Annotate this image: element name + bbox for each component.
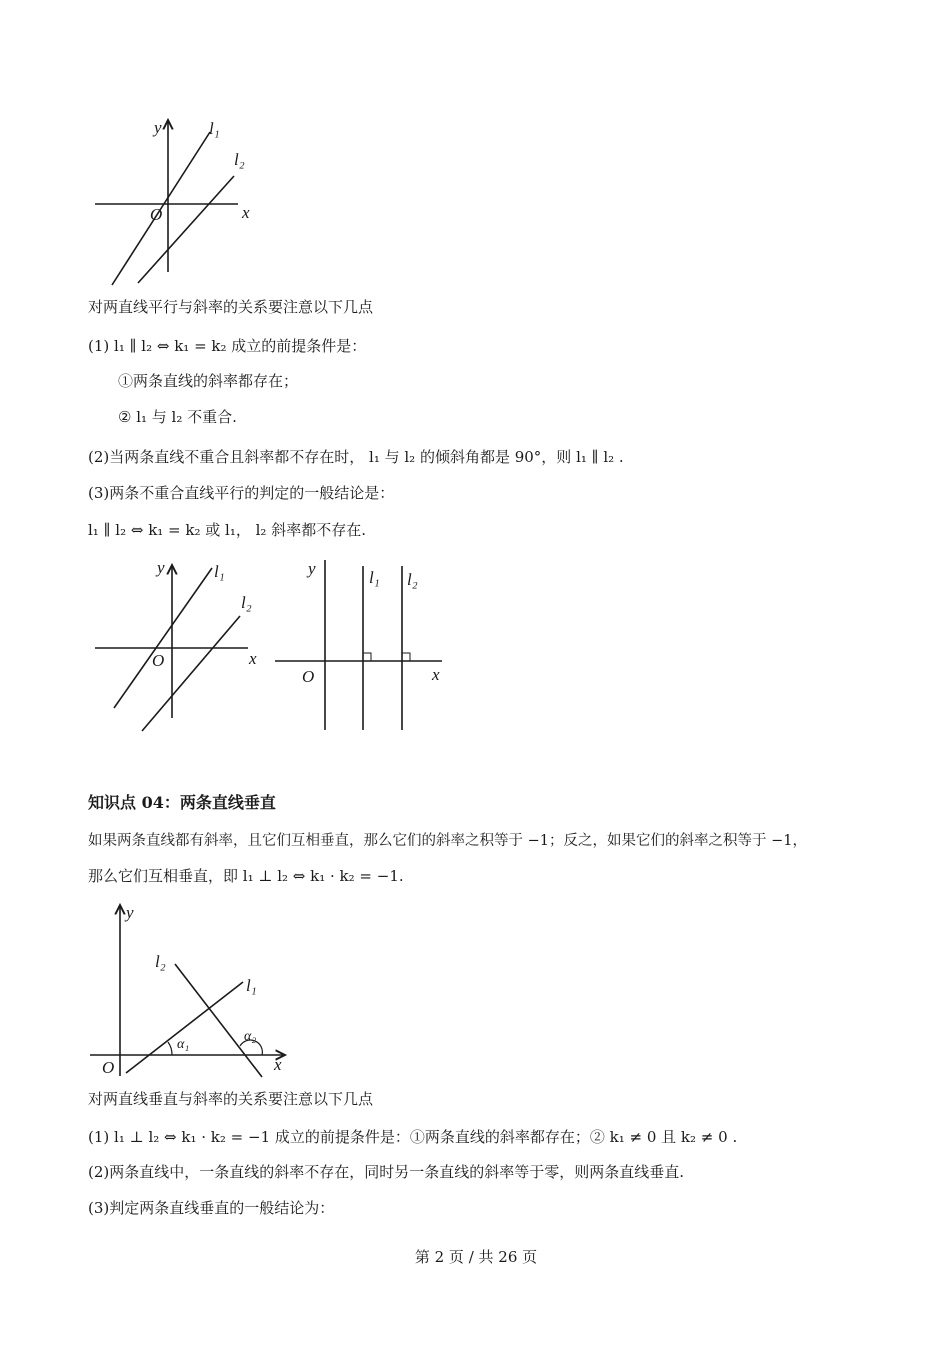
right-angle-mark [363,653,371,661]
l1-label: l₁ [369,568,380,587]
perp-point-1: (1) l₁ ⊥ l₂ ⇔ k₁ · k₂ = −1 成立的前提条件是：①两条直线的斜率都存在；② k₁ ≠ 0 且 k₂ ≠ 0 . [88,1128,738,1146]
section-heading: 知识点 04：两条直线垂直 [88,793,276,812]
alpha2-label: α₂ [244,1029,257,1044]
line-l2 [142,616,240,731]
parallel-point-1: (1) l₁ ∥ l₂ ⇔ k₁ = k₂ 成立的前提条件是： [88,337,367,355]
line-l1 [114,568,212,708]
parallel-point-3: (3)两条不重合直线平行的判定的一般结论是： [88,484,395,502]
origin-label: O [102,1058,115,1077]
perp-intro: 对两直线垂直与斜率的关系要注意以下几点 [88,1090,374,1108]
parallel-intro: 对两直线平行与斜率的关系要注意以下几点 [88,298,374,316]
x-label: x [242,203,250,222]
origin-label: O [152,651,165,670]
line-l2 [138,176,234,283]
parallel-point-1b: ② l₁ 与 l₂ 不重合. [118,408,237,426]
figure-parallel-sloped [95,558,257,731]
x-label: x [432,665,440,684]
figure-parallel-vertical [275,559,442,730]
figure-perpendicular-lines [90,903,285,1077]
y-label: y [126,903,134,922]
l2-label: l₂ [407,570,418,589]
parallel-conclusion: l₁ ∥ l₂ ⇔ k₁ = k₂ 或 l₁， l₂ 斜率都不存在. [88,521,366,539]
l2-label: l₂ [155,952,166,971]
parallel-point-2: (2)当两条直线不重合且斜率都不存在时， l₁ 与 l₂ 的倾斜角都是 90°，则 l₁ ∥ l₂ . [88,448,624,466]
l2-label: l₂ [234,150,245,169]
y-label: y [157,558,165,577]
alpha1-label: α₁ [177,1037,190,1052]
y-label: y [154,118,162,137]
x-label: x [274,1055,282,1074]
l2-label: l₂ [241,593,252,612]
line-l1 [126,982,243,1073]
angle-arc-1 [168,1042,172,1055]
origin-label: O [150,205,163,224]
section-body-line-1: 如果两条直线都有斜率，且它们互相垂直，那么它们的斜率之积等于 −1；反之，如果它们的斜率之积等于 −1， [88,833,807,849]
l1-label: l₁ [214,562,225,581]
y-label: y [308,559,316,578]
page-footer: 第 2 页 / 共 26 页 [414,1248,538,1266]
l1-label: l₁ [209,119,220,138]
l1-label: l₁ [246,976,257,995]
section-body-line-2: 那么它们互相垂直，即 l₁ ⊥ l₂ ⇔ k₁ · k₂ = −1. [88,867,404,885]
right-angle-mark [402,653,410,661]
perp-point-2: (2)两条直线中，一条直线的斜率不存在，同时另一条直线的斜率等于零，则两条直线垂直. [88,1163,685,1181]
parallel-point-1a: ①两条直线的斜率都存在； [118,372,299,390]
figure-parallel-lines [95,118,250,285]
x-label: x [249,649,257,668]
perp-point-3: (3)判定两条直线垂直的一般结论为： [88,1199,335,1217]
origin-label: O [302,667,315,686]
